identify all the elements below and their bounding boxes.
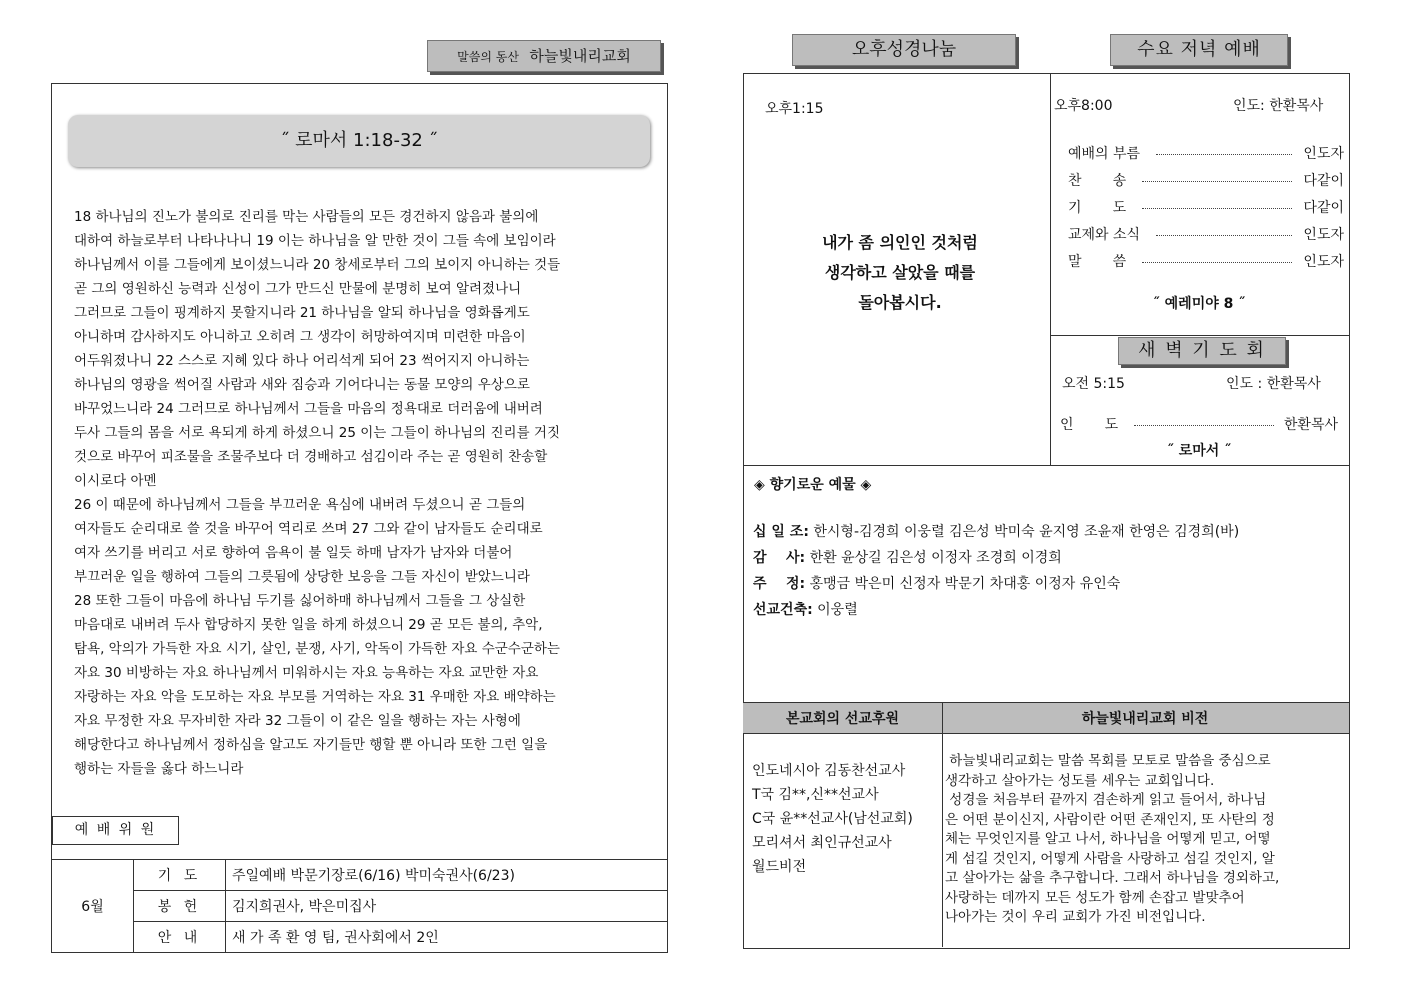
order-who: 인도자 xyxy=(1303,254,1344,270)
committee-role: 기 도 xyxy=(157,868,202,884)
committee-value-cell xyxy=(226,891,668,922)
vision-line: 체는 무엇인지를 알고 나서, 하나님을 어떻게 믿고, 어떻 xyxy=(945,831,1271,847)
vision-line: 은 어떤 분이신지, 사람이란 어떤 존재인지, 또 사탄의 정 xyxy=(945,811,1275,828)
wednesday-service-title: 수요 저녁 예배 xyxy=(1137,39,1261,60)
top-divider-vertical xyxy=(1050,73,1051,466)
committee-value-cell xyxy=(226,922,668,953)
order-row xyxy=(1068,251,1344,278)
scripture-line: 대하여 하늘로부터 나타나나니 19 이는 하나님을 알 만한 것이 그들 속에 보임이라 xyxy=(74,233,556,249)
afternoon-bible-title: 오후성경나눔 xyxy=(851,39,957,60)
afternoon-bible-tag xyxy=(792,34,1016,66)
worship-committee-label-box xyxy=(52,816,179,845)
scripture-line: 부끄러운 일을 행하여 그들의 그릇됨에 상당한 보응을 그들 자신이 받았느니라 xyxy=(74,569,530,585)
scripture-line: 행하는 자들을 옳다 하느니라 xyxy=(74,761,244,777)
order-who: 인도자 xyxy=(1303,227,1344,243)
order-row xyxy=(1068,224,1344,251)
order-item: 기 도 xyxy=(1068,200,1127,216)
scripture-line: 자요 30 비방하는 자요 하나님께서 미워하시는 자요 능욕하는 자요 교만한 자요 xyxy=(74,665,539,681)
committee-role: 봉 헌 xyxy=(157,899,202,915)
order-row xyxy=(1068,143,1344,170)
committee-month-cell xyxy=(52,860,134,953)
afternoon-message xyxy=(760,228,1040,318)
wednesday-service-tag xyxy=(1110,34,1288,66)
scripture-line: 여자 쓰기를 버리고 서로 향하여 음욕이 불 일듯 하매 남자가 남자와 더불어 xyxy=(74,545,513,561)
dawn-leader: 인도 : 한환목사 xyxy=(1226,376,1321,392)
order-leader-dots xyxy=(1156,235,1292,236)
order-leader-dots xyxy=(1142,181,1292,182)
offering-names: 홍맹금 박은미 신정자 박문기 차대홍 이정자 유인숙 xyxy=(809,576,1121,592)
scripture-line: 자랑하는 자요 악을 도모하는 자요 부모를 거역하는 자요 31 우매한 자요 배약하는 xyxy=(74,689,556,705)
order-item: 말 씀 xyxy=(1068,254,1127,270)
scripture-line: 마음대로 내버려 두사 합당하지 못한 일을 하게 하셨으니 29 곧 모든 불의, 추악, xyxy=(74,617,543,633)
offering-label: 십 일 조: xyxy=(753,524,809,540)
dawn-prayer-title: 새 벽 기 도 회 xyxy=(1138,340,1266,361)
mission-header: 본교회의 선교후원 xyxy=(785,711,900,727)
mission-item: T국 김**,신**선교사 xyxy=(752,787,879,803)
scripture-line: 26 이 때문에 하나님께서 그들을 부끄러운 욕심에 내버려 두셨으니 곧 그들의 xyxy=(74,497,526,513)
committee-role-cell xyxy=(134,922,226,953)
scripture-line: 여자들도 순리대로 쓸 것을 바꾸어 역리로 쓰며 27 그와 같이 남자들도 순리대로 xyxy=(74,521,543,537)
mission-item: C국 윤**선교사(남선교회) xyxy=(752,811,913,827)
afternoon-message-line: 생각하고 살았을 때를 xyxy=(824,263,976,282)
wednesday-leader: 인도: 한환목사 xyxy=(1233,98,1324,114)
dawn-order-who: 한환목사 xyxy=(1283,417,1338,433)
order-leader-dots xyxy=(1142,262,1292,263)
scripture-line: 바꾸었느니라 24 그러므로 하나님께서 그들을 마음의 정욕대로 더러움에 내버려 xyxy=(74,401,543,417)
committee-value-cell xyxy=(226,860,668,891)
committee-value: 새 가 족 환 영 팀, 권사회에서 2인 xyxy=(232,930,439,946)
order-leader-dots xyxy=(1142,208,1292,209)
offering-row xyxy=(753,597,1343,623)
offerings-title: ◈ 향기로운 예물 ◈ xyxy=(754,477,872,493)
scripture-line: 어두워졌나니 22 스스로 지혜 있다 하나 어리석게 되어 23 썩어지지 아니하는 xyxy=(74,353,530,369)
wed-dawn-divider xyxy=(1050,335,1349,336)
scripture-line: 18 하나님의 진노가 불의로 진리를 막는 사람들의 모든 경건하지 않음과 불의에 xyxy=(74,209,539,225)
offering-names: 한시형-김경희 이웅렬 김은성 박미숙 윤지영 조윤재 한영은 김경희(바) xyxy=(813,524,1240,540)
scripture-title-bar xyxy=(68,115,650,167)
mission-item: 인도네시아 김동찬선교사 xyxy=(752,763,906,779)
church-motto: 말씀의 동산 xyxy=(457,50,519,64)
offerings-list xyxy=(753,519,1343,623)
top-divider-horizontal xyxy=(743,465,1349,466)
scripture-line: 아니하며 감사하지도 아니하고 오히려 그 생각이 허망하여지며 미련한 마음이 xyxy=(74,329,526,345)
dawn-leader-dots xyxy=(1134,425,1274,426)
order-row xyxy=(1068,197,1344,224)
offering-names: 한환 윤상길 김은성 이정자 조경희 이경희 xyxy=(809,550,1062,566)
offering-row xyxy=(753,519,1343,545)
vision-line: 나아가는 것이 우리 교회가 가진 비전입니다. xyxy=(945,909,1206,925)
order-item: 찬 송 xyxy=(1068,173,1127,189)
scripture-line: 28 또한 그들이 마음에 하나님 두기를 싫어하매 하나님께서 그들을 그 상실한 xyxy=(74,593,526,609)
vision-line: 성경을 처음부터 끝까지 겸손하게 읽고 들어서, 하나님 xyxy=(945,792,1267,808)
dawn-time: 오전 5:15 xyxy=(1062,376,1125,392)
scripture-line: 두사 그들의 몸을 서로 욕되게 하게 하셨으니 25 이는 그들이 하나님의 진리를 거짓 xyxy=(74,425,560,441)
committee-value: 김지희권사, 박은미집사 xyxy=(232,899,377,915)
vision-line: 고 살아가는 삶을 추구합니다. 그래서 하나님을 경외하고, xyxy=(945,870,1280,886)
scripture-line: 자요 무정한 자요 무자비한 자라 32 그들이 이 같은 일을 행하는 자는 사형에 xyxy=(74,713,521,729)
afternoon-time: 오후1:15 xyxy=(765,101,824,117)
vision-line: 게 섬길 것인지, 어떻게 사람을 사랑하고 섬길 것인지, 알 xyxy=(945,850,1275,867)
committee-role: 안 내 xyxy=(157,930,202,946)
scripture-line: 그러므로 그들이 핑계하지 못할지니라 21 하나님을 알되 하나님을 영화롭게도 xyxy=(74,305,530,321)
scripture-line: 하나님의 영광을 썩어질 사람과 새와 짐승과 기어다니는 동물 모양의 우상으로 xyxy=(74,377,530,393)
committee-month: 6월 xyxy=(81,899,104,915)
mission-item: 월드비전 xyxy=(752,859,807,875)
afternoon-message-line: 돌아봅시다. xyxy=(858,293,942,312)
scripture-line: 곧 그의 영원하신 능력과 신성이 그가 만드신 만물에 분명히 보여 알려졌나니 xyxy=(74,281,522,297)
order-who: 인도자 xyxy=(1303,146,1344,162)
offering-label: 주 정: xyxy=(753,576,806,592)
offering-names: 이웅렬 xyxy=(817,602,858,618)
committee-value: 주일예배 박문기장로(6/16) 박미숙권사(6/23) xyxy=(232,868,515,884)
vision-text xyxy=(945,752,1345,928)
mission-list xyxy=(752,759,913,879)
dawn-order-item: 인 도 xyxy=(1060,417,1119,433)
scripture-line: 해당한다고 하나님께서 정하심을 알고도 자기들만 행할 뿐 아니라 또한 그런 일을 xyxy=(74,737,548,753)
church-name-tag xyxy=(427,40,661,72)
order-item: 예배의 부름 xyxy=(1068,146,1141,162)
offering-label: 감 사: xyxy=(753,550,806,566)
order-leader-dots xyxy=(1156,154,1292,155)
mission-vision-divider xyxy=(942,702,943,947)
committee-role-cell xyxy=(134,891,226,922)
scripture-line: 하나님께서 이를 그들에게 보이셨느니라 20 창세로부터 그의 보이지 아니하는 것들 xyxy=(74,257,561,273)
scripture-line: 탐욕, 악의가 가득한 자요 시기, 살인, 분쟁, 사기, 악독이 가득한 자요 수군수군하는 xyxy=(74,641,560,657)
scripture-text xyxy=(74,205,664,781)
committee-role-cell xyxy=(134,860,226,891)
order-item: 교제와 소식 xyxy=(1068,227,1141,243)
dawn-sermon: ˝ 로마서 ˝ xyxy=(1166,443,1232,459)
afternoon-message-line: 내가 좀 의인인 것처럼 xyxy=(822,233,978,252)
wednesday-order xyxy=(1068,143,1344,278)
order-row xyxy=(1068,170,1344,197)
scripture-line: 것으로 바꾸어 피조물을 조물주보다 더 경배하고 섬김이라 주는 곧 영원히 찬송할 xyxy=(74,449,548,465)
dawn-order-row xyxy=(1060,414,1338,434)
offering-label: 선교건축: xyxy=(753,602,813,618)
church-name: 하늘빛내리교회 xyxy=(529,47,631,65)
wednesday-sermon: ˝ 예레미야 8 ˝ xyxy=(1152,296,1246,312)
order-who: 다같이 xyxy=(1303,200,1344,216)
offering-row xyxy=(753,571,1343,597)
vision-line: 사랑하는 데까지 모든 성도가 함께 손잡고 발맞추어 xyxy=(945,889,1245,906)
scripture-title: ˝ 로마서 1:18-32 ˝ xyxy=(280,130,438,151)
scripture-line: 이시로다 아멘 xyxy=(74,473,157,489)
vision-header: 하늘빛내리교회 비전 xyxy=(1081,711,1209,727)
mission-item: 모리셔서 최인규선교사 xyxy=(752,835,892,851)
worship-committee-table xyxy=(51,859,668,953)
wednesday-time: 오후8:00 xyxy=(1054,98,1113,114)
worship-committee-label: 예 배 위 원 xyxy=(74,822,157,838)
vision-line: 하늘빛내리교회는 말씀 목회를 모토로 말씀을 중심으로 xyxy=(945,753,1271,769)
dawn-prayer-tag xyxy=(1118,337,1286,365)
order-who: 다같이 xyxy=(1303,173,1344,189)
vision-line: 생각하고 살아가는 성도를 세우는 교회입니다. xyxy=(945,772,1215,789)
offering-row xyxy=(753,545,1343,571)
